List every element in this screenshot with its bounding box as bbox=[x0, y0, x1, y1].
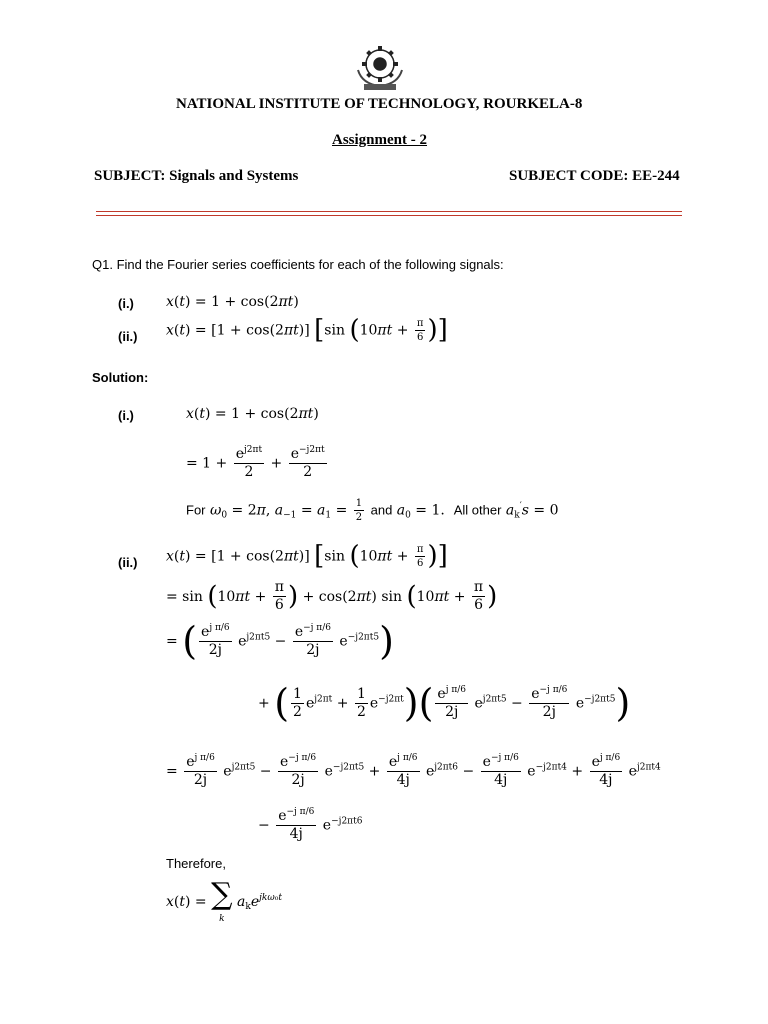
therefore-text: Therefore, bbox=[166, 856, 226, 871]
question-item-2-equation: x(t) = [1 + cos(2πt)] [sin (10πt + $\frac{\pi}{6}$ )] bbox=[166, 315, 448, 346]
solution-part1-result: For $\omega_0 = 2\pi$, $a_{-1} = a_1$ = $\frac{1}{2}$ and $a_0 = 1$. All other $a_k's = 0$ bbox=[186, 498, 559, 523]
subject-code: SUBJECT CODE: EE-244 bbox=[509, 168, 680, 184]
solution-heading: Solution: bbox=[92, 370, 149, 385]
question-item-2-label: (ii.) bbox=[118, 329, 138, 344]
subject-name: SUBJECT: Signals and Systems bbox=[94, 168, 299, 184]
solution-part2-label: (ii.) bbox=[118, 555, 138, 570]
solution-part2-eq1: x(t) = [1 + cos(2πt)] [sin (10πt + $\frac{\pi}{6}$ )] bbox=[166, 541, 448, 572]
solution-part1-eq2: = 1 + $\frac{e^{j2\pi t}}{2}$ + $\frac{e^{-j2\pi t}}{2}$ bbox=[186, 445, 325, 481]
question-item-1-label: (i.) bbox=[118, 296, 134, 311]
solution-part2-eq2: = sin (10πt + $\frac{\pi}{6}$ ) + cos(2πt) sin (10πt + $\frac{\pi}{6}$ ) bbox=[166, 579, 498, 614]
question-item-1-equation: x(t) = 1 + cos(2πt) bbox=[166, 294, 299, 310]
question-text: Find the Fourier series coefficients for each of the following signals: bbox=[116, 257, 504, 272]
solution-part1-label: (i.) bbox=[118, 408, 134, 423]
solution-part2-eq3: = ( $\frac{e^{j \pi/6}}{2j}$ $e^{j2\pi t5}$ − $\frac{e^{-j \pi/6}}{2j}$ $e^{-j2\pi t5}$) bbox=[166, 619, 394, 664]
header-divider-top bbox=[96, 211, 682, 212]
solution-part1-eq1: x(t) = 1 + cos(2πt) bbox=[186, 406, 319, 422]
institute-name: NATIONAL INSTITUTE OF TECHNOLOGY, ROURKELA-8 bbox=[176, 96, 583, 112]
question-number: Q1. bbox=[92, 257, 113, 272]
institute-logo bbox=[352, 40, 408, 92]
solution-part2-eq5: = $\frac{e^{j \pi/6}}{2j}$ $e^{j2\pi t5}$ − $\frac{e^{-j \pi/6}}{2j}$ $e^{-j2\pi t5}$ + $\frac{e^{j \pi/6}}{4j}$ $e^{j2\pi t6}$ − $\frac{e^{-j \pi/6}}{4j}$ $e^{-j2\pi t4}$ + $\frac{e^{j \pi/6}}{4j}$ $e^{j2\pi t4}$ bbox=[166, 753, 661, 789]
solution-part2-eq4: + ( $\frac{1}{2}$ $e^{j2\pi t}$ + $\frac{1}{2}$ $e^{-j2\pi t}$)( $\frac{e^{j \pi/6}}{2j}$ $e^{j2\pi t5}$ − $\frac{e^{-j \pi/6}}{2j}$ $e^{-j2\pi t5}$) bbox=[258, 681, 631, 726]
question-line bbox=[92, 257, 504, 272]
solution-part2-eq6: − $\frac{e^{-j \pi/6}}{4j}$ $e^{-j2\pi t6}$ bbox=[258, 807, 363, 843]
fourier-series-equation: x(t) = ∑ k $a_ke^{jk\omega_0t}$ bbox=[166, 877, 282, 924]
header-divider-bottom bbox=[96, 215, 682, 216]
assignment-title: Assignment - 2 bbox=[332, 132, 428, 148]
